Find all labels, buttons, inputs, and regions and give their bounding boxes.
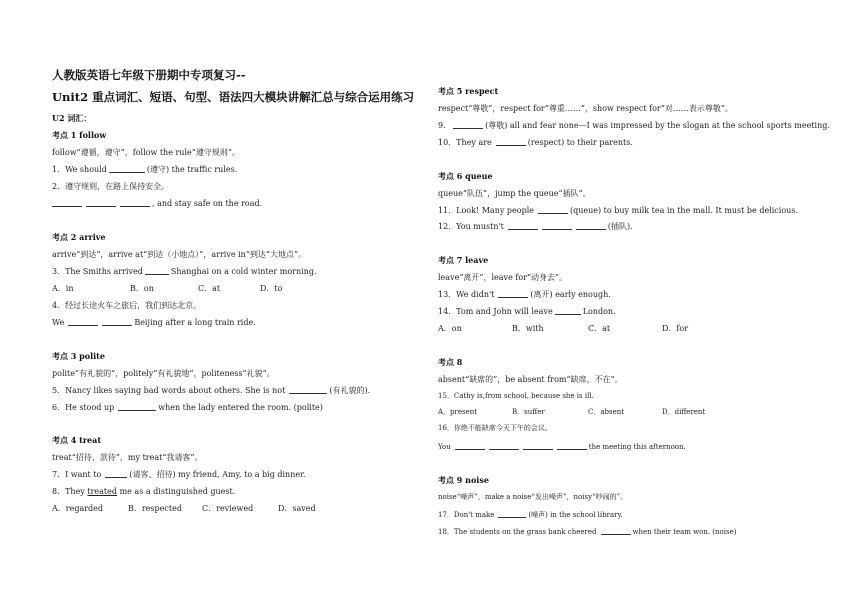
question-18: [438, 526, 736, 538]
answer-blank: [542, 221, 572, 230]
answer-blank: [105, 469, 127, 478]
answer-blank: [109, 164, 145, 173]
question-7-end: (请客、招待) my friend, Amy, to a big dinner.: [129, 470, 306, 479]
answer-blank: [496, 137, 526, 146]
question-18-end: when their team won. (noise): [632, 528, 737, 536]
question-6-end: when the lady entered the room. (polite): [158, 403, 323, 412]
answer-blank: [118, 402, 156, 411]
question-3-start: 3．The Smiths arrived: [52, 267, 143, 276]
question-17-start: 17．Don't make: [438, 511, 495, 519]
question-6-start: 6．He stood up: [52, 403, 115, 412]
point-5-definition: respect“尊敬”，respect for“尊重……”，show respect for“对……表示尊敬”。: [438, 104, 733, 113]
option-a: A．on: [438, 324, 462, 333]
point-9-definition: noise“噪声”，make a noise“发出噪声”，noisy“吵闹的”。: [438, 493, 628, 501]
point-8-definition: absent“缺席的”，be absent from“缺席，不在”。: [438, 375, 623, 384]
point-7-definition: leave“离开”，leave for“动身去”。: [438, 273, 568, 282]
question-1-end: (遵守) the traffic rules.: [146, 165, 238, 174]
answer-blank: [523, 441, 553, 450]
option-a: A．present: [438, 408, 478, 416]
question-4: 4．经过长途火车之旅后，我们到达北京。: [52, 301, 202, 310]
point-6-heading: 考点 6 queue: [438, 171, 493, 181]
option-c: C．absent: [588, 408, 625, 416]
question-4-end: Beijing after a long train ride.: [134, 318, 256, 327]
point-1-heading: 考点 1 follow: [52, 130, 107, 140]
answer-blank: [145, 266, 169, 275]
doc-title-line2: Unit2 重点词汇、短语、句型、语法四大模块讲解汇总与综合运用练习: [52, 90, 415, 104]
point-4-heading: 考点 4 treat: [52, 435, 102, 445]
question-7-start: 7．I want to: [52, 470, 102, 479]
question-13-start: 13．We didn't: [438, 290, 495, 299]
question-4-answer: [52, 317, 256, 328]
answer-blank: [489, 441, 519, 450]
option-d: D．different: [662, 408, 706, 416]
option-a: A．in: [52, 284, 74, 293]
question-2-end: , and stay safe on the road.: [152, 199, 263, 208]
question-18-start: 18．The students on the grass bank cheered: [438, 528, 597, 536]
answer-blank: [576, 221, 606, 230]
question-17-end: (噪声) in the school library.: [528, 511, 623, 519]
point-2-definition: arrive“到达”，arrive at“到达（小地点）”，arrive in“到达“大地点”。: [52, 250, 307, 259]
option-d: D．for: [662, 324, 689, 333]
answer-blank: [120, 198, 150, 207]
point-3-heading: 考点 3 polite: [52, 351, 105, 361]
question-14-end: London.: [582, 307, 616, 316]
question-16-end: the meeting this afternoon.: [588, 443, 686, 451]
question-10-end: (respect) to their parents.: [527, 138, 633, 147]
question-3: [52, 266, 317, 277]
question-12-end: (插队).: [607, 222, 633, 231]
question-12: [438, 221, 633, 232]
point-9-heading: 考点 9 noise: [438, 475, 489, 485]
question-13: [438, 289, 611, 300]
point-5-heading: 考点 5 respect: [438, 86, 499, 96]
question-6: [52, 402, 323, 413]
question-1-start: 1．We should: [52, 165, 107, 174]
answer-blank: [555, 306, 581, 315]
point-2-heading: 考点 2 arrive: [52, 232, 106, 242]
question-8-options: [52, 503, 316, 514]
question-11: [438, 205, 798, 216]
question-8-end: me as a distinguished guest.: [119, 487, 236, 496]
question-8-underlined-word: treated: [87, 487, 118, 496]
answer-blank: [453, 120, 483, 129]
answer-blank: [68, 317, 98, 326]
question-9: [438, 120, 830, 131]
option-b: B．respected: [128, 504, 182, 513]
question-16-start: You: [438, 443, 451, 451]
section-heading: U2 词汇：: [52, 113, 92, 123]
question-2-answer: [52, 198, 262, 209]
answer-blank: [601, 526, 631, 535]
question-3-options: [52, 283, 282, 294]
question-17: [438, 509, 623, 521]
answer-blank: [498, 289, 528, 298]
option-c: C．at: [588, 324, 611, 333]
doc-title-line1: 人教版英语七年级下册期中专项复习--: [52, 68, 246, 82]
question-11-start: 11．Look! Many people: [438, 206, 534, 215]
option-c: C．reviewed: [202, 504, 254, 513]
option-c: C．at: [198, 284, 221, 293]
answer-blank: [102, 317, 132, 326]
option-b: B．with: [512, 324, 544, 333]
question-15: 15．Cathy is,from school, because she is ill.: [438, 392, 594, 400]
answer-blank: [52, 198, 82, 207]
answer-blank: [86, 198, 116, 207]
answer-blank: [508, 221, 538, 230]
answer-blank: [455, 441, 485, 450]
question-8: [52, 486, 235, 497]
question-14-start: 14．Tom and John will leave: [438, 307, 553, 316]
answer-blank: [498, 509, 526, 518]
question-16: 16．你绝不能缺席今天下午的会议。: [438, 424, 552, 432]
question-11-end: (queue) to buy milk tea in the mall. It must be delicious.: [570, 206, 798, 215]
question-9-end: (尊敬) all and fear none—I was impressed by the slogan at the school sports meeting.: [485, 121, 830, 130]
answer-blank: [538, 205, 568, 214]
question-5: [52, 385, 370, 396]
question-5-end: (有礼貌的).: [329, 386, 371, 395]
answer-blank: [289, 385, 327, 394]
option-b: B．on: [130, 284, 154, 293]
question-10: [438, 137, 633, 148]
question-4-start: We: [52, 318, 65, 327]
point-3-definition: polite“有礼貌的”，politely“有礼貌地”，politeness“礼貌”。: [52, 369, 275, 378]
question-14-options: [438, 323, 688, 334]
question-5-start: 5．Nancy likes saying bad words about others. She is not: [52, 386, 286, 395]
question-2: 2．遵守规则，在路上保持安全。: [52, 182, 170, 191]
question-9-start: 9．: [438, 121, 452, 130]
option-d: D．saved: [278, 504, 316, 513]
point-1-definition: follow“遵循，遵守”，follow the rule“遵守规则”。: [52, 148, 240, 157]
question-1: [52, 164, 237, 175]
point-4-definition: treat“招待，款待”，my treat“我请客”。: [52, 453, 203, 462]
question-13-end: (离开) early enough.: [530, 290, 611, 299]
answer-blank: [557, 441, 587, 450]
question-8-start: 8．They: [52, 487, 85, 496]
question-15-options: [438, 407, 705, 418]
question-16-answer: [438, 441, 686, 453]
option-b: B．suffer: [512, 408, 545, 416]
point-6-definition: queue“队伍”，jump the queue“插队”。: [438, 189, 591, 198]
question-14: [438, 306, 616, 317]
question-7: [52, 469, 306, 480]
option-d: D．to: [260, 284, 283, 293]
question-12-start: 12．You mustn't: [438, 222, 504, 231]
question-10-start: 10．They are: [438, 138, 492, 147]
question-3-end: Shanghai on a cold winter morning.: [170, 267, 317, 276]
point-8-heading: 考点 8: [438, 357, 463, 367]
point-7-heading: 考点 7 leave: [438, 255, 489, 265]
option-a: A．regarded: [52, 504, 104, 513]
